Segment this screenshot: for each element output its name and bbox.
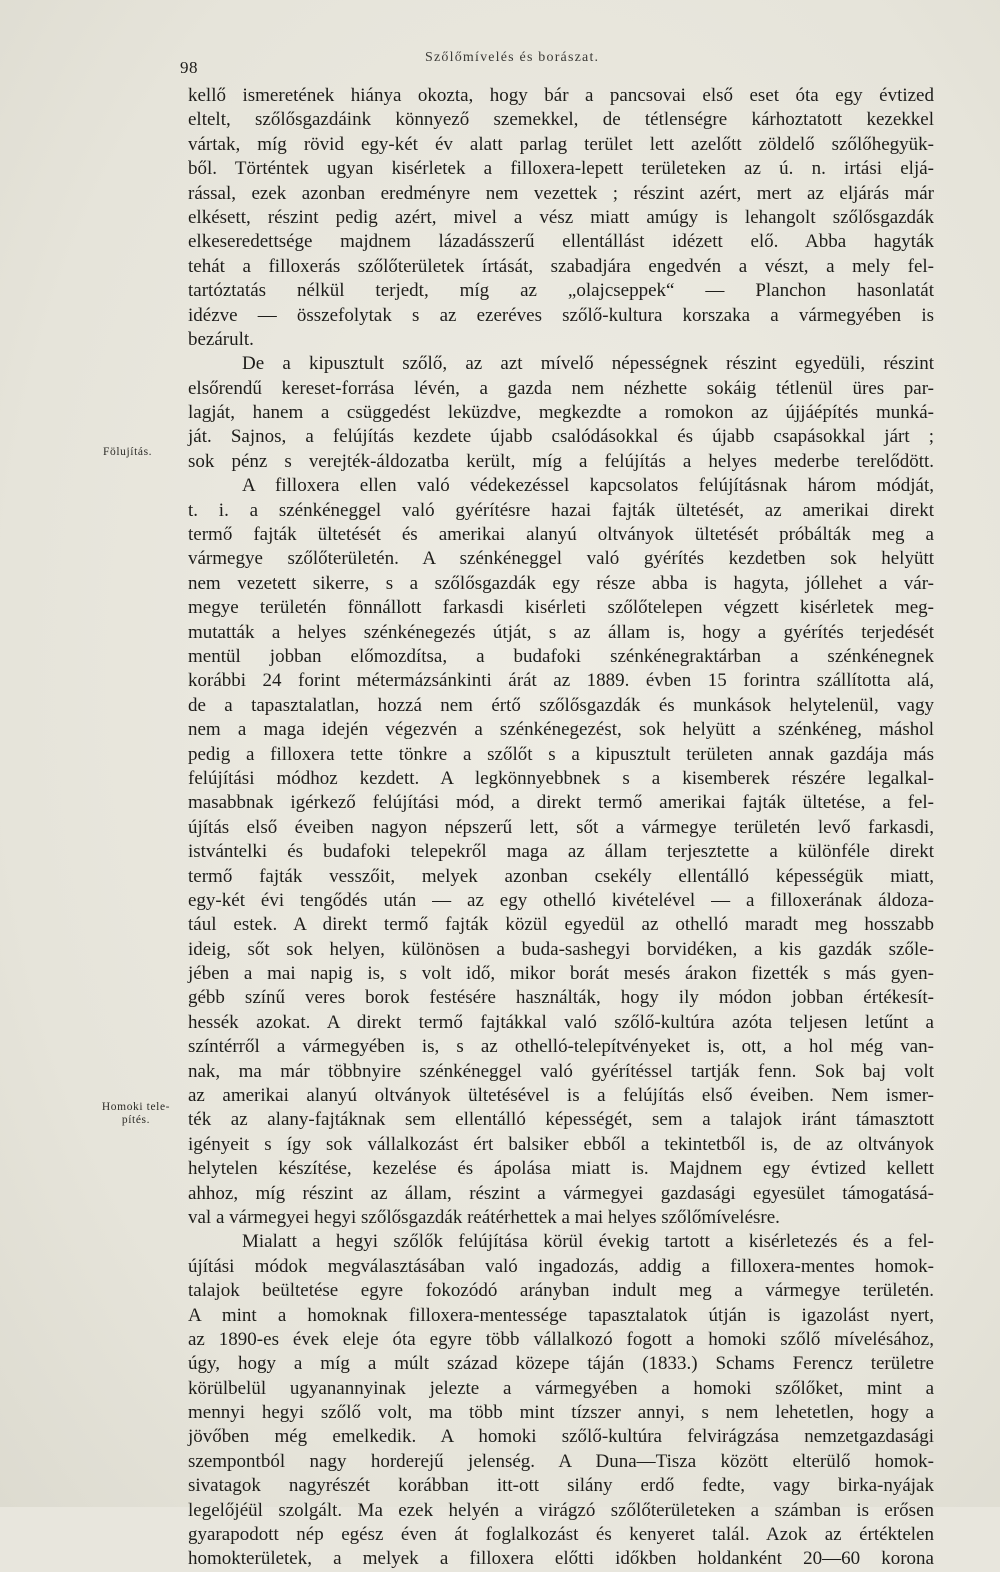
text-line: tehát a filloxerás szőlőterületek írtását, szabadjára engedvén a vészt, a mely fel- [188, 255, 934, 277]
text-line: felújítási módhoz kezdett. A legkönnyebbnek s a kisemberek részére legalkal- [188, 767, 934, 789]
text-line: ből. Történtek ugyan kisérletek a filloxera-lepett területeken az ú. n. irtási eljá- [188, 158, 934, 180]
text-line: szempontból nagy horderejű jelenség. A Duna—Tisza között elterülő homok- [188, 1450, 934, 1472]
text-line: az 1890-es évek eleje óta egyre több vállalkozó fogott a homoki szőlő mívelésához, [188, 1328, 934, 1350]
text-line: ideig, sőt sok helyen, különösen a buda-sashegyi borvidéken, a kis gazdák szőle- [188, 938, 934, 960]
text-line: legelőjéül szolgált. Ma ezek helyén a virágzó szőlőterületeken a számban is erősen [188, 1499, 934, 1521]
body-text [188, 84, 934, 1572]
text-line: egy-két évi tengődés után — az egy othelló kivételével — a filloxerának áldoza- [188, 889, 934, 911]
text-line: tául estek. A direkt termő fajták közül egyedül az othelló maradt meg hosszabb [188, 914, 934, 936]
text-line: masabbnak igérkező felújítási mód, a direkt termő amerikai fajták ültetése, a fel- [188, 792, 934, 814]
text-line: pedig a filloxera tette tönkre a szőlőt s a kipusztult területen annak gazdája más [188, 743, 934, 765]
text-line: t. i. a szénkéneggel való gyérítésre hazai fajták ültetését, az amerikai direkt [188, 499, 934, 521]
text-line: de a tapasztalatlan, hozzá nem értő szőlősgazdák és munkások helytelenül, vagy [188, 694, 934, 716]
text-line: ját. Sajnos, a felújítás kezdete újabb csalódásokkal és újabb csapásokkal járt ; [188, 426, 934, 448]
text-line: istvántelki és budafoki telepekről maga az állam terjesztette a különféle direkt [188, 841, 934, 863]
text-line: eltelt, szőlősgazdáink könnyező szemekkel, de tétlenségre kárhoztatott kezekkel [188, 109, 934, 131]
page-number: 98 [180, 58, 198, 77]
text-line: tartóztatás nélkül terjedt, míg az „olajcseppek“ — Planchon hasonlatát [188, 280, 934, 302]
text-line: elsőrendű kereset-forrása lévén, a gazda nem nézhette sokáig tétlenül üres par- [188, 377, 934, 399]
text-line: elkésett, részint pedig azért, mivel a vész miatt amúgy is lehangolt szőlősgazdák [188, 206, 934, 228]
text-line: úgy, hogy a míg a múlt század közepe táján (1833.) Schams Ferencz területre [188, 1353, 934, 1375]
text-line: korábbi 24 forint métermázsánkinti árát az 1889. évben 15 forintra szállította alá, [188, 670, 934, 692]
text-line: termő fajták vesszőit, melyek azonban csekély ellentálló képességük miatt, [188, 865, 934, 887]
text-line: mennyi hegyi szőlő volt, ma több mint tízszer annyi, s nem lehetetlen, hogy a [188, 1402, 934, 1424]
text-line: A mint a homoknak filloxera-mentessége tapasztalatok útján is igazolást nyert, [188, 1304, 934, 1326]
text-line: színtérről a vármegyében is, s az othelló-telepítvényeket is, ott, a hol még van- [188, 1036, 934, 1058]
text-line: újítás első éveiben nagyon népszerű lett, sőt a vármegye területén levő farkasdi, [188, 816, 934, 838]
text-line: gébb színű veres borok festésére használták, hogy ily módon jobban értékesít- [188, 987, 934, 1009]
text-line: sok pénz s verejték-áldozatba került, míg a felújítás a helyes mederbe terelődött. [188, 450, 934, 472]
text-line: val a vármegyei hegyi szőlősgazdák reátérhettek a mai helyes szőlőmívelésre. [188, 1206, 780, 1228]
text-line: Mialatt a hegyi szőlők felújítása körül évekig tartott a kisérletezés és a fel- [242, 1231, 934, 1253]
text-line: ték az alany-fajtáknak sem ellentálló képességét, sem a talajok iránt támasztott [188, 1109, 934, 1131]
running-title: Szőlőmívelés és borászat. [425, 50, 600, 65]
margin-note-line: pítés. [121, 1114, 151, 1126]
text-line: körülbelül ugyanannyinak jelezte a vármegyében a homoki szőlőket, mint a [188, 1377, 934, 1399]
text-line: homokterületek, a melyek a filloxera előtti időkben holdanként 20—60 korona [188, 1548, 934, 1570]
text-line: megye területén fönnállott farkasdi kisérleti szőlőtelepen végzett kisérletek meg- [188, 597, 934, 619]
margin-note-felujitas: Fölujítás. [103, 446, 153, 458]
text-line: bezárult. [188, 328, 254, 350]
text-line: vártak, míg rövid egy-két év alatt parlag terület lett azelőtt zöldelő szőlőhegyük- [188, 133, 934, 155]
text-line: termő fajták ültetését és amerikai alanyú oltványok ültetését próbálták meg a [188, 524, 934, 546]
text-line: gyarapodott nép egész éven át foglalkozást és kenyeret talál. Azok az értéktelen [188, 1524, 934, 1546]
text-line: helytelen készítése, kezelése és ápolása miatt is. Majdnem egy évtized kellett [188, 1158, 934, 1180]
margin-note-line: Homoki tele- [101, 1101, 171, 1113]
text-line: elkeseredettsége majdnem lázadásszerű ellentállást idézett elő. Abba hagyták [188, 231, 934, 253]
text-line: mentül jobban előmozdítsa, a budafoki szénkénegraktárban a szénkénegnek [188, 645, 934, 667]
text-line: idézve — összefolytak s az ezeréves szőlő-kultura korszaka a vármegyében is [188, 304, 934, 326]
text-line: az amerikai alanyú oltványok ültetésével is a felújítás első éveiben. Nem ismer- [188, 1085, 934, 1107]
text-line: A filloxera ellen való védekezéssel kapcsolatos felújításnak három módját, [242, 475, 934, 497]
text-line: nem a maga idején végezvén a szénkénegezést, sok helyütt a szénkéneg, máshol [188, 719, 934, 741]
text-line: hessék azokat. A direkt termő fajtákkal való szőlő-kultúra azóta teljesen letűnt a [188, 1011, 934, 1033]
text-line: vármegye szőlőterületén. A szénkéneggel való gyérítés kezdetben sok helyütt [188, 548, 934, 570]
text-line: újítási módok megválasztásában való ingadozás, addig a filloxera-mentes homok- [188, 1255, 934, 1277]
text-line: talajok beültetése egyre fokozódó arányban indult meg a vármegye területén. [188, 1280, 934, 1302]
text-line: mutatták a helyes szénkénegezés útját, s az állam is, hogy a gyérítés terjedését [188, 621, 934, 643]
margin-note-homoki-telepites [88, 1101, 184, 1127]
text-line: De a kipusztult szőlő, az azt mívelő népességnek részint egyedüli, részint [242, 353, 934, 375]
text-line: igényeit s így sok vállalkozást ért balsiker ebből a tekintetből is, de az oltványok [188, 1133, 934, 1155]
text-line: nem vezetett sikerre, s a szőlősgazdák egy része abba is hagyta, jóllehet a vár- [188, 572, 934, 594]
text-line: jében a mai napig is, s volt idő, mikor borát mesés árakon fizették s más gyen- [188, 963, 934, 985]
text-line: rással, ezek azonban eredményre nem vezettek ; részint azért, mert az eljárás már [188, 182, 934, 204]
text-line: kellő ismeretének hiánya okozta, hogy bár a pancsovai első eset óta egy évtized [188, 85, 934, 106]
text-line: ahhoz, míg részint az állam, részint a vármegyei gazdasági egyesület támogatásá- [188, 1182, 934, 1204]
text-line: sivatagok nagyrészét korábban itt-ott silány erdő fedte, vagy birka-nyájak [188, 1475, 934, 1497]
text-line: jövőben még emelkedik. A homoki szőlő-kultúra felvirágzása nemzetgazdasági [188, 1426, 934, 1448]
text-line: nak, ma már többnyire szénkéneggel való gyérítéssel tartják fenn. Sok baj volt [188, 1060, 934, 1082]
text-line: lagját, hanem a csüggedést leküzdve, megkezdte a romokon az újjáépítés munká- [188, 402, 934, 424]
